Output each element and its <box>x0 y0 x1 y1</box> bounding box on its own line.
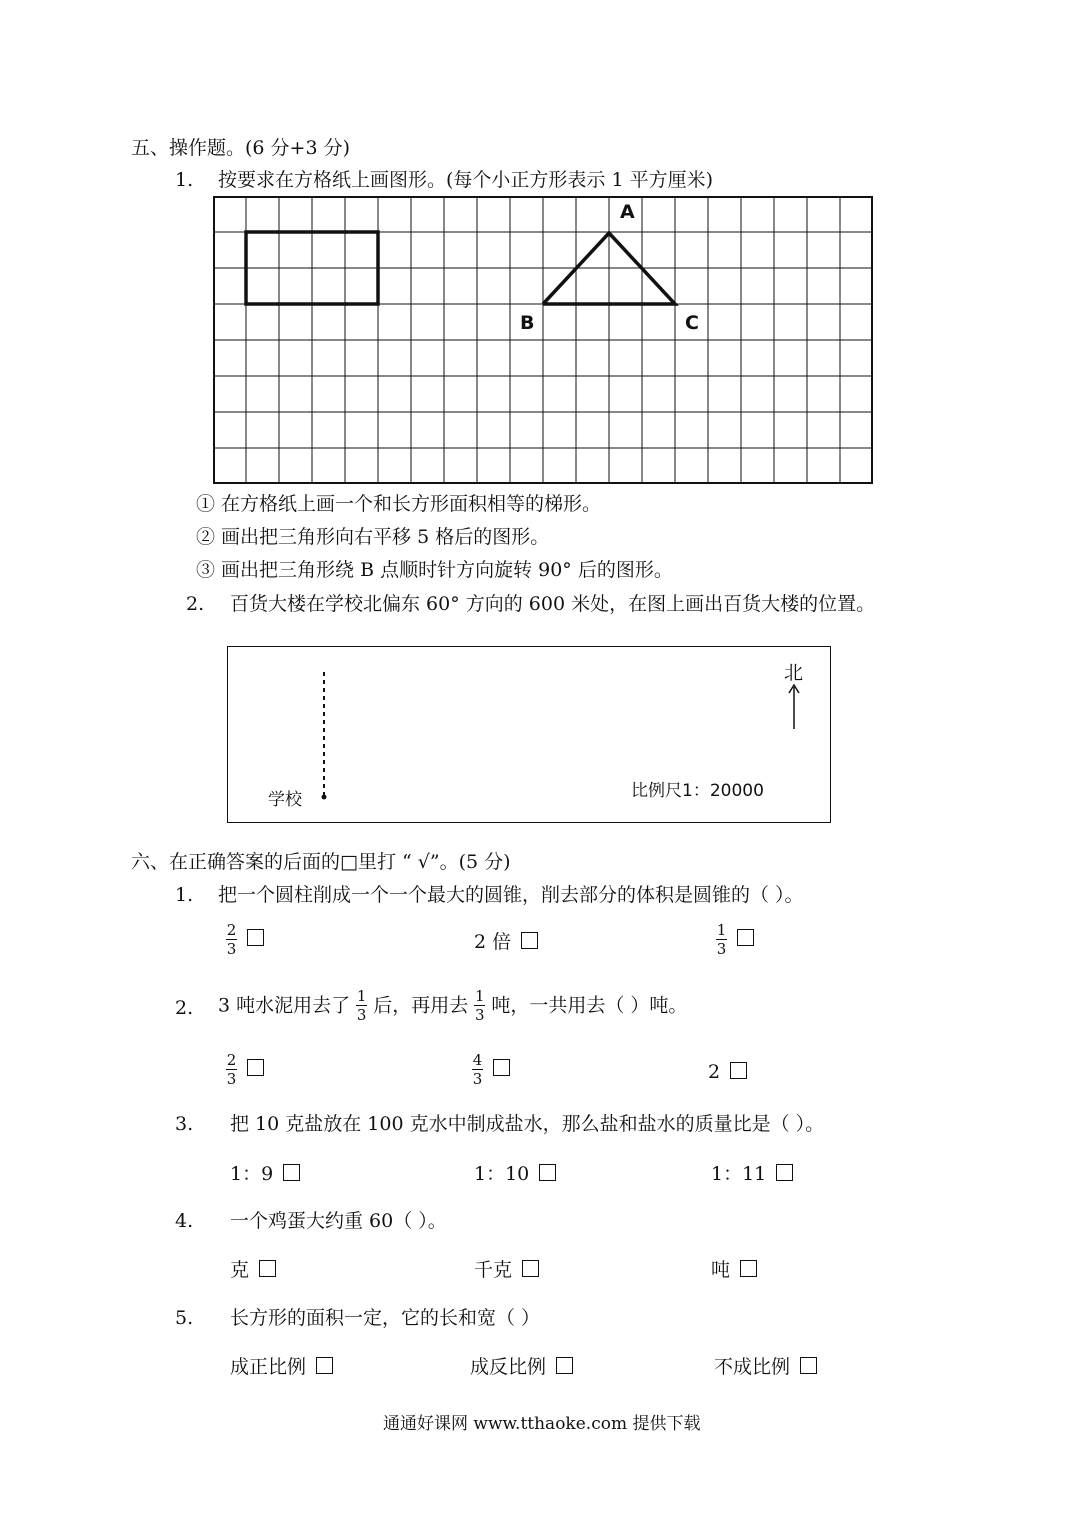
task-3: ③ 画出把三角形绕 B 点顺时针方向旋转 90° 后的图形。 <box>196 559 673 581</box>
s6-q5-option-b: 成反比例 <box>470 1355 573 1379</box>
fraction: $\frac{2}{3}$ <box>226 921 237 958</box>
s6-q2-option-c: 2 <box>708 1060 747 1084</box>
s6-q5-text: 长方形的面积一定，它的长和宽（ ） <box>230 1307 541 1329</box>
s6-q3-option-a: 1：9 <box>230 1162 300 1186</box>
s6-q2-text: 3 吨水泥用去了 $\frac{1}{3}$ 后，再用去 $\frac{1}{3}$ 吨，一共用去（ ）吨。 <box>218 987 688 1024</box>
checkbox[interactable] <box>737 929 754 946</box>
checkbox[interactable] <box>539 1164 556 1181</box>
s6-q2-option-b <box>472 1052 510 1087</box>
s6-q4-text: 一个鸡蛋大约重 60（ ）。 <box>230 1210 447 1232</box>
s6-q2-option-a <box>226 1052 264 1087</box>
scale-label: 比例尺1：20000 <box>631 781 764 801</box>
task-1: ① 在方格纸上画一个和长方形面积相等的梯形。 <box>196 493 602 515</box>
s6-q5-number: 5. <box>175 1307 194 1329</box>
checkbox[interactable] <box>730 1062 747 1079</box>
checkbox[interactable] <box>521 932 538 949</box>
s6-q4-number: 4. <box>175 1210 194 1232</box>
s6-q5-option-a: 成正比例 <box>230 1355 333 1379</box>
s6-q1-text: 把一个圆柱削成一个一个最大的圆锥，削去部分的体积是圆锥的（ ）。 <box>218 884 804 906</box>
checkbox[interactable] <box>316 1357 333 1374</box>
checkbox[interactable] <box>776 1164 793 1181</box>
fraction: $\frac{1}{3}$ <box>356 987 367 1024</box>
s6-q5-option-c: 不成比例 <box>714 1355 817 1379</box>
checkbox[interactable] <box>800 1357 817 1374</box>
checkbox[interactable] <box>247 929 264 946</box>
s6-q4-option-c: 吨 <box>711 1258 757 1282</box>
checkbox[interactable] <box>522 1260 539 1277</box>
checkbox[interactable] <box>247 1059 264 1076</box>
s6-q2-number: 2. <box>175 997 194 1019</box>
section6-heading: 六、在正确答案的后面的□里打 “ √”。(5 分) <box>131 851 511 873</box>
s6-q1-option-a <box>226 922 264 957</box>
q1-number: 1. <box>175 169 194 191</box>
s6-q4-option-b: 千克 <box>474 1258 539 1282</box>
north-label: 北 <box>784 662 804 684</box>
fraction: $\frac{1}{3}$ <box>475 987 485 1024</box>
fraction: $\frac{1}{3}$ <box>716 921 727 958</box>
checkbox[interactable] <box>283 1164 300 1181</box>
fraction: $\frac{2}{3}$ <box>226 1051 237 1088</box>
fraction: $\frac{4}{3}$ <box>472 1051 483 1088</box>
checkbox[interactable] <box>259 1260 276 1277</box>
school-label: 学校 <box>268 790 302 810</box>
checkbox[interactable] <box>556 1357 573 1374</box>
map-box <box>227 646 831 823</box>
point-b-label: B <box>520 312 535 334</box>
s6-q3-option-b: 1：10 <box>474 1162 556 1186</box>
checkbox[interactable] <box>740 1260 757 1277</box>
s6-q1-option-c <box>716 922 754 957</box>
task-2: ② 画出把三角形向右平移 5 格后的图形。 <box>196 526 550 548</box>
s6-q3-option-c: 1：11 <box>711 1162 793 1186</box>
s6-q4-option-a: 克 <box>230 1258 276 1282</box>
grid-paper <box>213 196 875 490</box>
section5-heading: 五、操作题。(6 分+3 分) <box>131 137 351 159</box>
point-c-label: C <box>685 312 699 334</box>
point-a-label: A <box>620 201 635 223</box>
school-point <box>322 795 327 800</box>
s6-q3-number: 3. <box>175 1113 194 1135</box>
s6-q1-option-b: 2 倍 <box>474 930 538 954</box>
s6-q1-number: 1. <box>175 884 194 906</box>
s6-q3-text: 把 10 克盐放在 100 克水中制成盐水，那么盐和盐水的质量比是（ ）。 <box>230 1113 825 1135</box>
footer-text: 通通好课网 www.tthaoke.com 提供下载 <box>383 1414 701 1434</box>
q1-text: 按要求在方格纸上画图形。(每个小正方形表示 1 平方厘米) <box>218 169 713 191</box>
checkbox[interactable] <box>493 1059 510 1076</box>
q2-text: 百货大楼在学校北偏东 60° 方向的 600 米处，在图上画出百货大楼的位置。 <box>230 593 876 615</box>
q2-number: 2. <box>186 593 205 615</box>
